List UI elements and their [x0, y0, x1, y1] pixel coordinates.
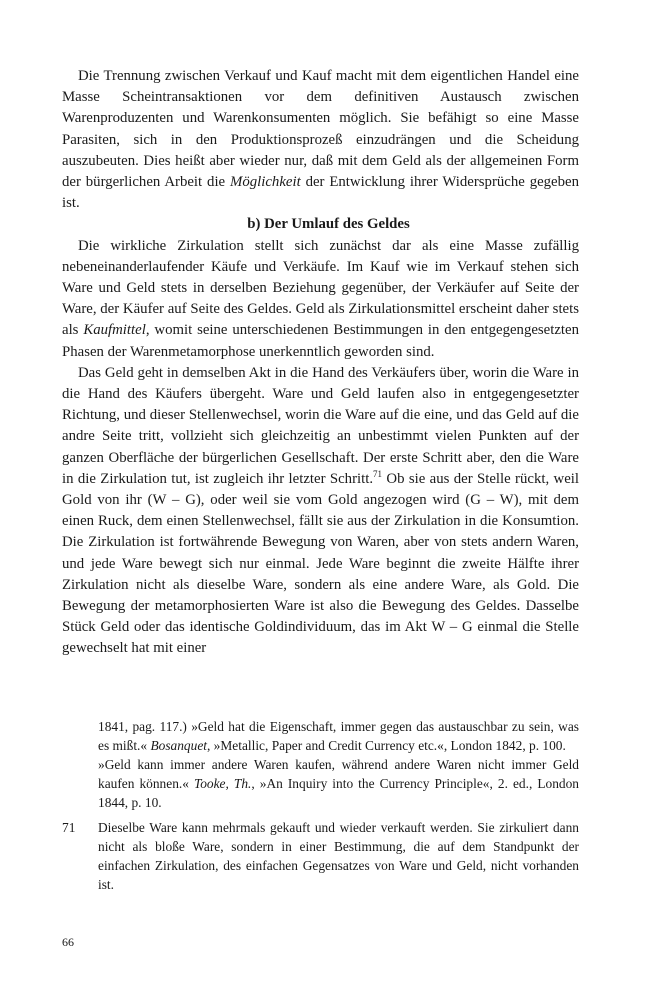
paragraph-1: Die Trennung zwischen Verkauf und Kauf macht mit dem eigentlichen Handel eine Masse Scheintransaktionen vor dem definitiven Austausch zwischen Warenproduzenten und Warenkonsumenten möglich. Sie befähigt so eine Masse Parasiten, sich in den Produktionsprozeß einzudrängen und die Scheidung auszubeuten. Dies heißt aber wieder nur, daß mit dem Geld als der allgemeinen Form der bürgerlichen Arbeit die Möglichkeit der Entwicklung ihrer Widersprüche gegeben ist. [62, 68, 579, 212]
paragraph-2: Die wirkliche Zirkulation stellt sich zunächst dar als eine Masse zufällig nebeneinanderlaufender Käufe und Verkäufe. Im Kauf wie im Verkauf stehen sich Ware und Geld stets in derselben Beziehung gegenüber, der Verkäufer auf Seite der Ware, der Käufer auf Seite des Geldes. Geld als Zirkulationsmittel erscheint daher stets als Kaufmittel, womit seine unterschiedenen Bestimmungen in den entgegengesetzten Phasen der Warenmetamorphose unerkenntlich geworden sind. [62, 237, 579, 360]
author-tooke: Tooke, Th. [193, 776, 252, 791]
footnotes [62, 717, 579, 894]
footnote-ref-71[interactable]: 71 [373, 468, 383, 479]
footnote-continuation-1: 1841, pag. 117.) »Geld hat die Eigenschaft, immer gegen das austauschbar zu sein, was es mißt.« Bosanquet, »Metallic, Paper and Credit Currency etc.«, London 1842, p. 100. [98, 719, 579, 753]
author-bosanquet: Bosanquet [150, 738, 207, 753]
footnote-continuation-2: »Geld kann immer andere Waren kaufen, während andere Waren nicht immer Geld kaufen können.« Tooke, Th., »An Inquiry into the Currency Principle«, 2. ed., London 1844, p. 10. [98, 757, 579, 810]
footnote-number: 71 [62, 820, 76, 835]
page-number: 66 [62, 935, 74, 949]
section-heading: b) Der Umlauf des Geldes [247, 216, 410, 233]
main-text [62, 66, 579, 660]
paragraph-3: Das Geld geht in demselben Akt in die Hand des Verkäufers über, worin die Ware in die Hand des Käufers übergeht. Ware und Geld laufen also in entgegengesetzter Richtung, und dieser Stellenwechsel, worin die Ware auf die eine, und das Geld auf die andre Seite tritt, vollzieht sich gleichzeitig an unbestimmt vielen Punkten auf der ganzen Oberfläche der bürgerlichen Gesellschaft. Der erste Schritt aber, den die Ware in die Zirkulation tut, ist zugleich ihr letzter Schritt.$^{71}$ Ob sie aus der Stelle rückt, weil Gold von ihr (W – G), oder weil sie vom Gold angezogen wird (G – W), mit dem einen Ruck, dem einen Stellenwechsel, fällt sie aus der Zirkulation in die Konsumtion. Die Zirkulation ist fortwährende Bewegung von Waren, aber von stets andern Waren, und jede Ware bewegt sich nur einmal. Jede Ware beginnt die zweite Hälfte ihrer Zirkulation nicht als dieselbe Ware, sondern als eine andere Ware, als Gold. Die Bewegung der metamorphosierten Ware ist also die Bewegung des Geldes. Dasselbe Stück Geld oder das identische Goldindividuum, das im Akt W – G einmal die Stelle gewechselt hat mit einer [62, 364, 580, 657]
footnote-text: Dieselbe Ware kann mehrmals gekauft und wieder verkauft werden. Sie zirkuliert dann nicht als bloße Ware, sondern in einer Bestimmung, die auf dem Standpunkt der einfachen Zirkulation, des einfachen Gegensatzes von Ware und Geld, nicht vorhanden ist. [98, 820, 579, 892]
emphasis-kaufmittel: Kaufmittel [83, 322, 146, 339]
emphasis-moeglichkeit: Möglichkeit [230, 174, 301, 191]
footnote-71 [62, 818, 579, 894]
